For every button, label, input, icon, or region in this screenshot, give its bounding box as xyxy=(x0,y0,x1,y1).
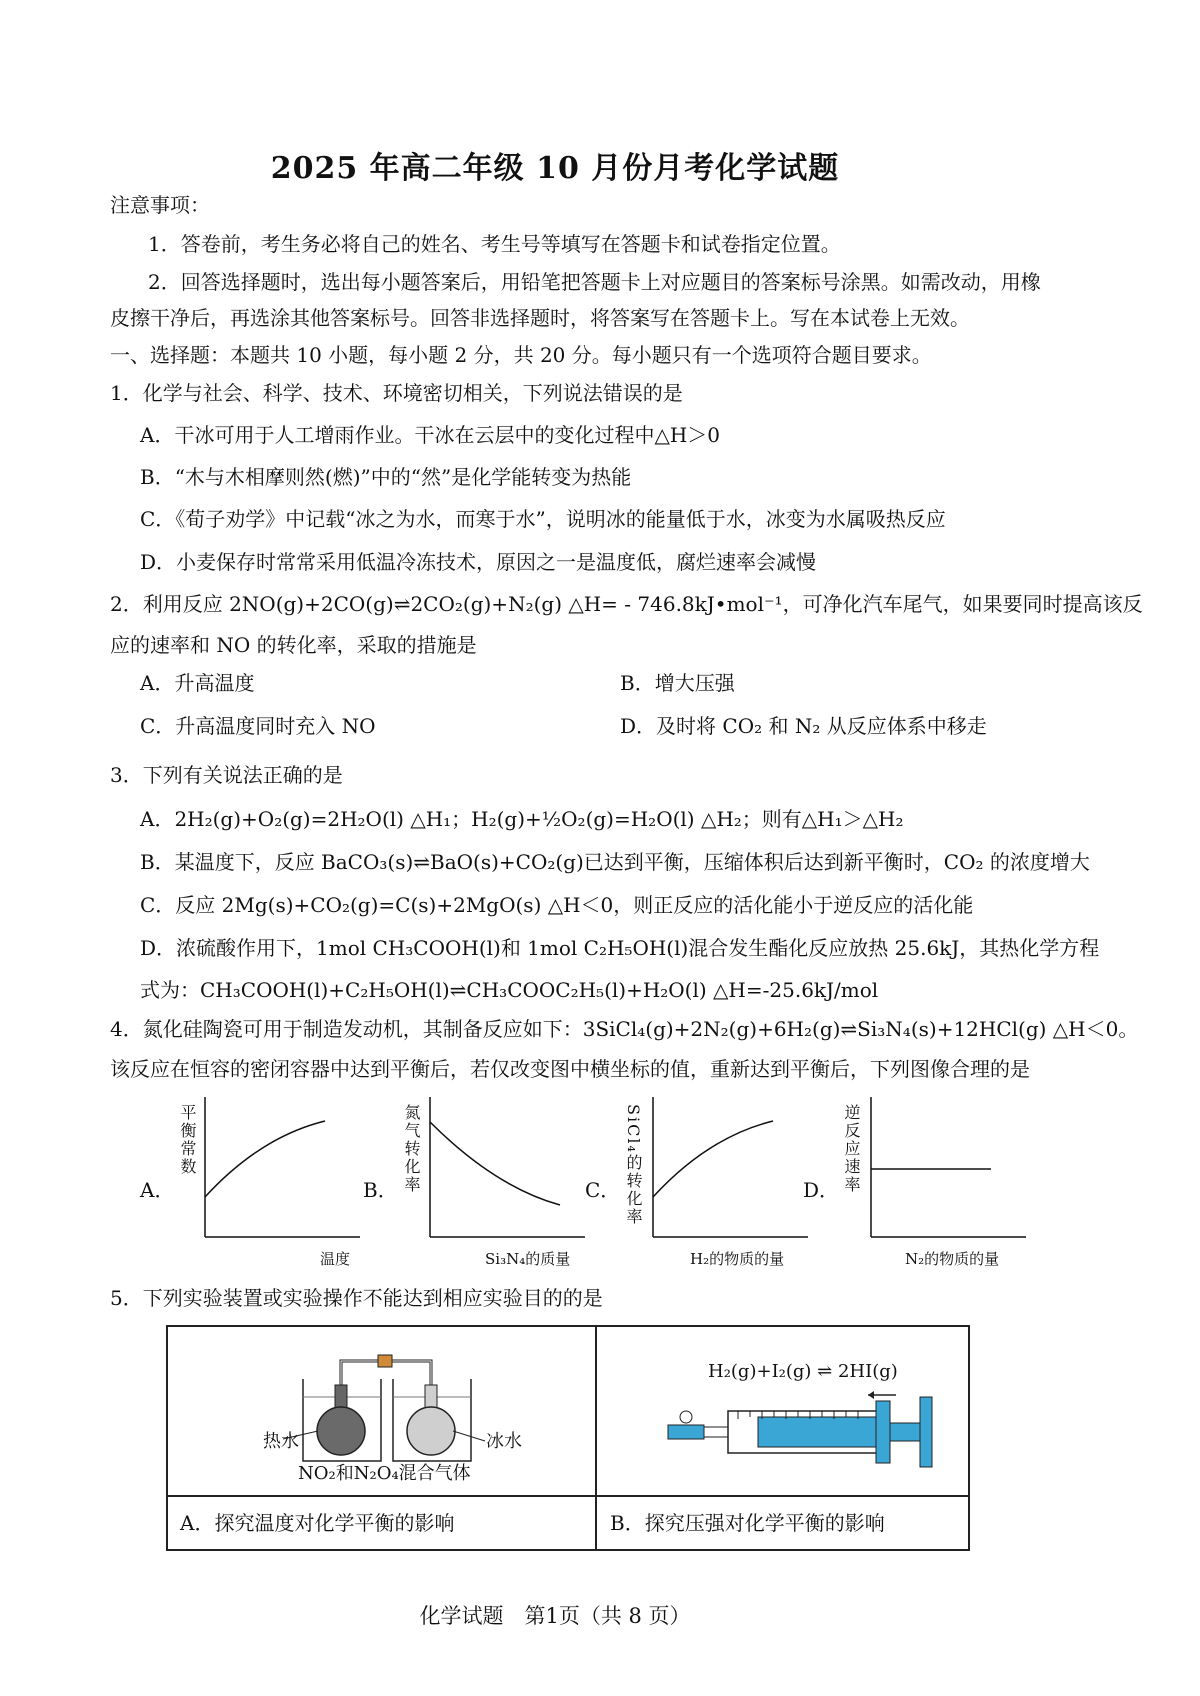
q1-option-a: A．干冰可用于人工增雨作业。干冰在云层中的变化过程中△H＞0 xyxy=(140,423,720,447)
graph-b-label: B． xyxy=(363,1178,398,1202)
clamp-icon xyxy=(378,1355,392,1367)
q2-option-b: B．增大压强 xyxy=(620,671,735,695)
notice-heading: 注意事项： xyxy=(110,193,210,217)
graph-a-label: A． xyxy=(140,1178,175,1202)
graph-c-label: C． xyxy=(585,1178,621,1202)
graph-c-curve xyxy=(653,1121,773,1197)
syringe-gas xyxy=(758,1417,876,1447)
caption-b: B．探究压强对化学平衡的影响 xyxy=(610,1511,885,1535)
q2-option-d: D．及时将 CO₂ 和 N₂ 从反应体系中移走 xyxy=(620,714,987,738)
q4-stem-b: 该反应在恒容的密闭容器中达到平衡后，若仅改变图中横坐标的值，重新达到平衡后，下列图像合理的是 xyxy=(110,1057,1030,1081)
graph-b-xlabel: Si₃N₄的质量 xyxy=(485,1250,571,1268)
graph-a-plot xyxy=(200,1097,370,1242)
q2-stem-a: 2．利用反应 2NO(g)+2CO(g)⇌2CO₂(g)+N₂(g) △H= - 746.8kJ•mol⁻¹，可净化汽车尾气，如果要同时提高该反 xyxy=(110,592,1143,616)
graph-a-ylabel: 平衡常数 xyxy=(178,1104,197,1176)
q4-stem-a: 4．氮化硅陶瓷可用于制造发动机，其制备反应如下：3SiCl₄(g)+2N₂(g)+6H₂(g)⇌Si₃N₄(s)+12HCl(g) △H＜0。 xyxy=(110,1017,1139,1041)
push-arrow-icon xyxy=(868,1391,874,1399)
q3-option-b: B．某温度下，反应 BaCO₃(s)⇌BaO(s)+CO₂(g)已达到平衡，压缩体积后达到新平衡时，CO₂ 的浓度增大 xyxy=(140,850,1090,874)
graph-d-xlabel: N₂的物质的量 xyxy=(905,1250,1000,1268)
q3-option-d1: D．浓硫酸作用下，1mol CH₃COOH(l)和 1mol C₂H₅OH(l)混合发生酯化反应放热 25.6kJ，其热化学方程 xyxy=(140,936,1100,960)
q5-stem: 5．下列实验装置或实验操作不能达到相应实验目的的是 xyxy=(110,1286,603,1310)
caption-a: A．探究温度对化学平衡的影响 xyxy=(180,1511,455,1535)
graph-b-plot xyxy=(425,1097,595,1242)
notice-item-2a: 2．回答选择题时，选出每小题答案后，用铅笔把答题卡上对应题目的答案标号涂黑。如需改动，用橡 xyxy=(148,270,1041,294)
graph-b-curve xyxy=(430,1122,560,1205)
graph-d-plot xyxy=(866,1097,1036,1242)
q1-stem: 1．化学与社会、科学、技术、环境密切相关，下列说法错误的是 xyxy=(110,381,683,405)
stopcock-icon xyxy=(668,1425,704,1439)
section-heading: 一、选择题：本题共 10 小题，每小题 2 分，共 20 分。每小题只有一个选项符合题目要求。 xyxy=(110,343,932,367)
hot-water-label: 热水 xyxy=(263,1431,299,1452)
hot-flask xyxy=(317,1407,365,1455)
table-divider-h xyxy=(168,1495,968,1497)
ice-water-label: 冰水 xyxy=(486,1431,522,1452)
page-title: 2025 年高二年级 10 月份月考化学试题 xyxy=(270,151,840,186)
notice-item-2b: 皮擦干净后，再选涂其他答案标号。回答非选择题时，将答案写在答题卡上。写在本试卷上无效。 xyxy=(110,306,970,330)
q2-option-c: C．升高温度同时充入 NO xyxy=(140,714,376,738)
graph-a-xlabel: 温度 xyxy=(320,1250,351,1268)
reaction-equation: H₂(g)+I₂(g) ⇌ 2HI(g) xyxy=(708,1361,898,1382)
cold-flask xyxy=(407,1407,455,1455)
q2-option-a: A．升高温度 xyxy=(140,671,255,695)
q5-table xyxy=(166,1325,970,1551)
q3-option-d2: 式为：CH₃COOH(l)+C₂H₅OH(l)⇌CH₃COOC₂H₅(l)+H₂O(l) △H=-25.6kJ/mol xyxy=(140,978,879,1002)
q2-stem-b: 应的速率和 NO 的转化率，采取的措施是 xyxy=(110,633,477,657)
graph-c-plot xyxy=(648,1097,818,1242)
plunger-handle xyxy=(920,1397,932,1467)
notice-item-1: 1．答卷前，考生务必将自己的姓名、考生号等填写在答题卡和试卷指定位置。 xyxy=(148,232,841,256)
table-divider-v xyxy=(595,1327,597,1549)
plunger-head xyxy=(876,1401,890,1463)
gas-mixture-label: NO₂和N₂O₄混合气体 xyxy=(298,1463,471,1484)
q1-option-b: B．“木与木相摩则然(燃)”中的“然”是化学能转变为热能 xyxy=(140,465,632,489)
graph-b-ylabel: 氮气转化率 xyxy=(402,1104,421,1194)
page-footer: 化学试题 第1页（共 8 页） xyxy=(419,1604,691,1628)
graph-d-ylabel: 逆反应速率 xyxy=(842,1104,861,1194)
q3-option-c: C．反应 2Mg(s)+CO₂(g)=C(s)+2MgO(s) △H＜0，则正反应的活化能小于逆反应的活化能 xyxy=(140,893,974,917)
syringe-apparatus xyxy=(658,1387,958,1477)
graph-c-ylabel: SiCl₄的转化率 xyxy=(624,1104,643,1226)
graph-d-label: D． xyxy=(803,1178,840,1202)
q3-option-a: A．2H₂(g)+O₂(g)=2H₂O(l) △H₁；H₂(g)+½O₂(g)=H₂O(l) △H₂；则有△H₁＞△H₂ xyxy=(140,807,904,831)
q1-option-c: C．《荀子劝学》中记载“冰之为水，而寒于水”，说明冰的能量低于水，冰变为水属吸热反应 xyxy=(140,507,946,531)
graph-c-xlabel: H₂的物质的量 xyxy=(690,1250,785,1268)
q3-stem: 3．下列有关说法正确的是 xyxy=(110,763,343,787)
graph-a-curve xyxy=(205,1121,325,1197)
q1-option-d: D．小麦保存时常常采用低温冷冻技术，原因之一是温度低，腐烂速率会减慢 xyxy=(140,550,817,574)
